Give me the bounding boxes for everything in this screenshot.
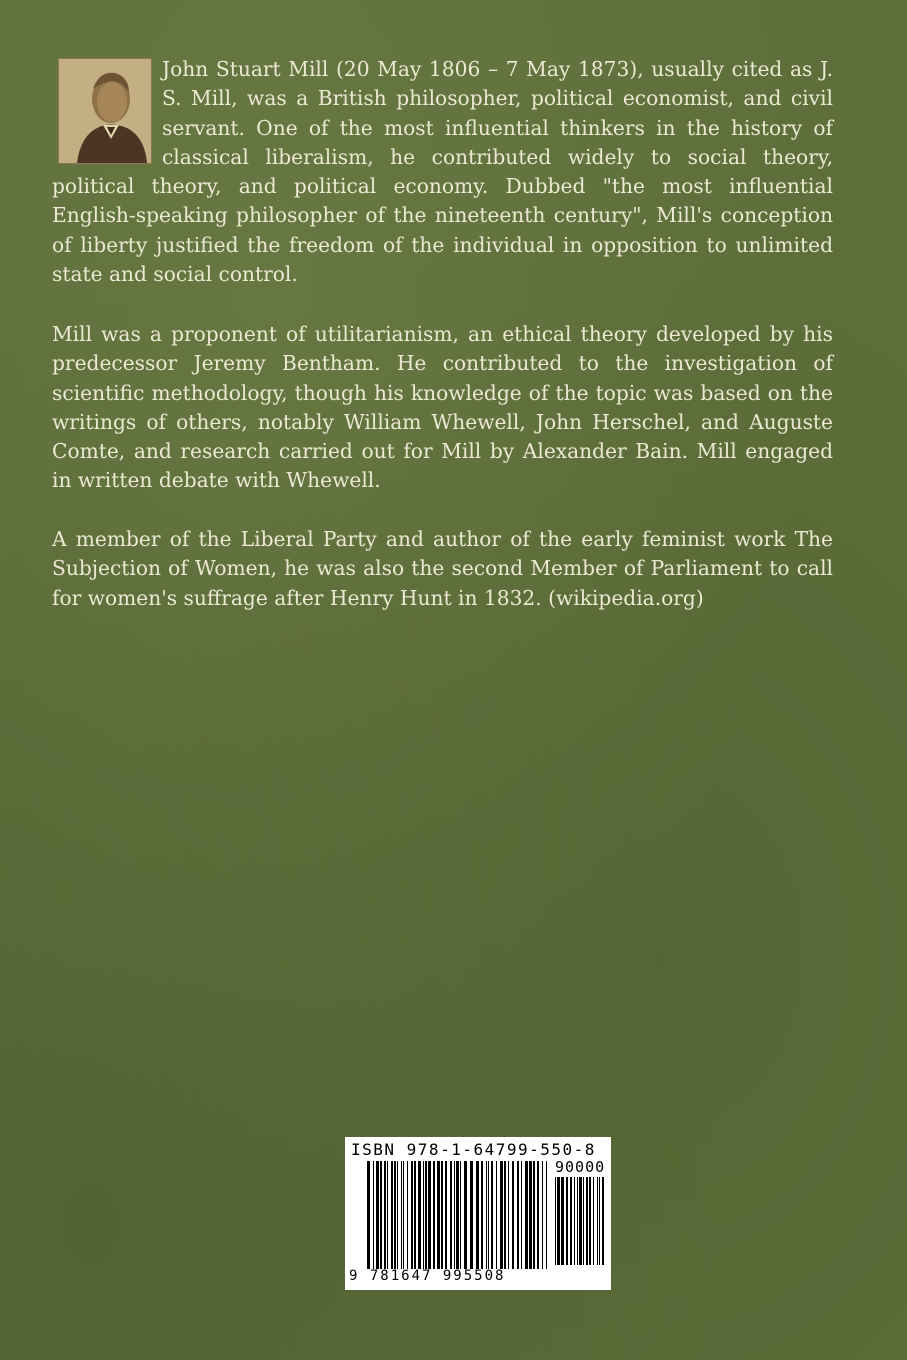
price-code-text: 90000 [555, 1158, 606, 1176]
paragraph-3-text: A member of the Liberal Party and author of the early feminist work The Subjection of Women, he was also the second Member of Parliament to call for women's suffrage after Henry Hunt in 1832. (wikipedia.org) [52, 527, 833, 610]
description-paragraph-3 [52, 525, 833, 613]
paragraph-2-text: Mill was a proponent of utilitarianism, an ethical theory developed by his predecessor Jeremy Bentham. He contributed to the investigation of scientific methodology, though his knowledge of the topic was based on the writings of others, notably William Whewell, John Herschel, and Auguste Comte, and research carried out for Mill by Alexander Bain. Mill engaged in written debate with Whewell. [52, 322, 833, 493]
paragraph-1-text: John Stuart Mill (20 May 1806 – 7 May 1873), usually cited as J. S. Mill, was a British philosopher, political economist, and civil servant. One of the most influential thinkers in the history of classical liberalism, he contributed widely to social theory, political theory, and political economy. Dubbed "the most influential English-speaking philosopher of the nineteenth century", Mill's conception of liberty justified the freedom of the individual in opposition to unlimited state and social control. [52, 57, 833, 287]
description-paragraph-2 [52, 320, 833, 496]
isbn-text: ISBN 978-1-64799-550-8 [351, 1140, 596, 1159]
isbn-barcode [345, 1137, 611, 1290]
description-paragraph-1 [52, 55, 833, 289]
barcode-bars [367, 1161, 549, 1269]
price-addon-bars [555, 1177, 605, 1265]
ean-digits-text: 9 781647 995508 [349, 1268, 506, 1284]
author-portrait-image [58, 58, 152, 164]
